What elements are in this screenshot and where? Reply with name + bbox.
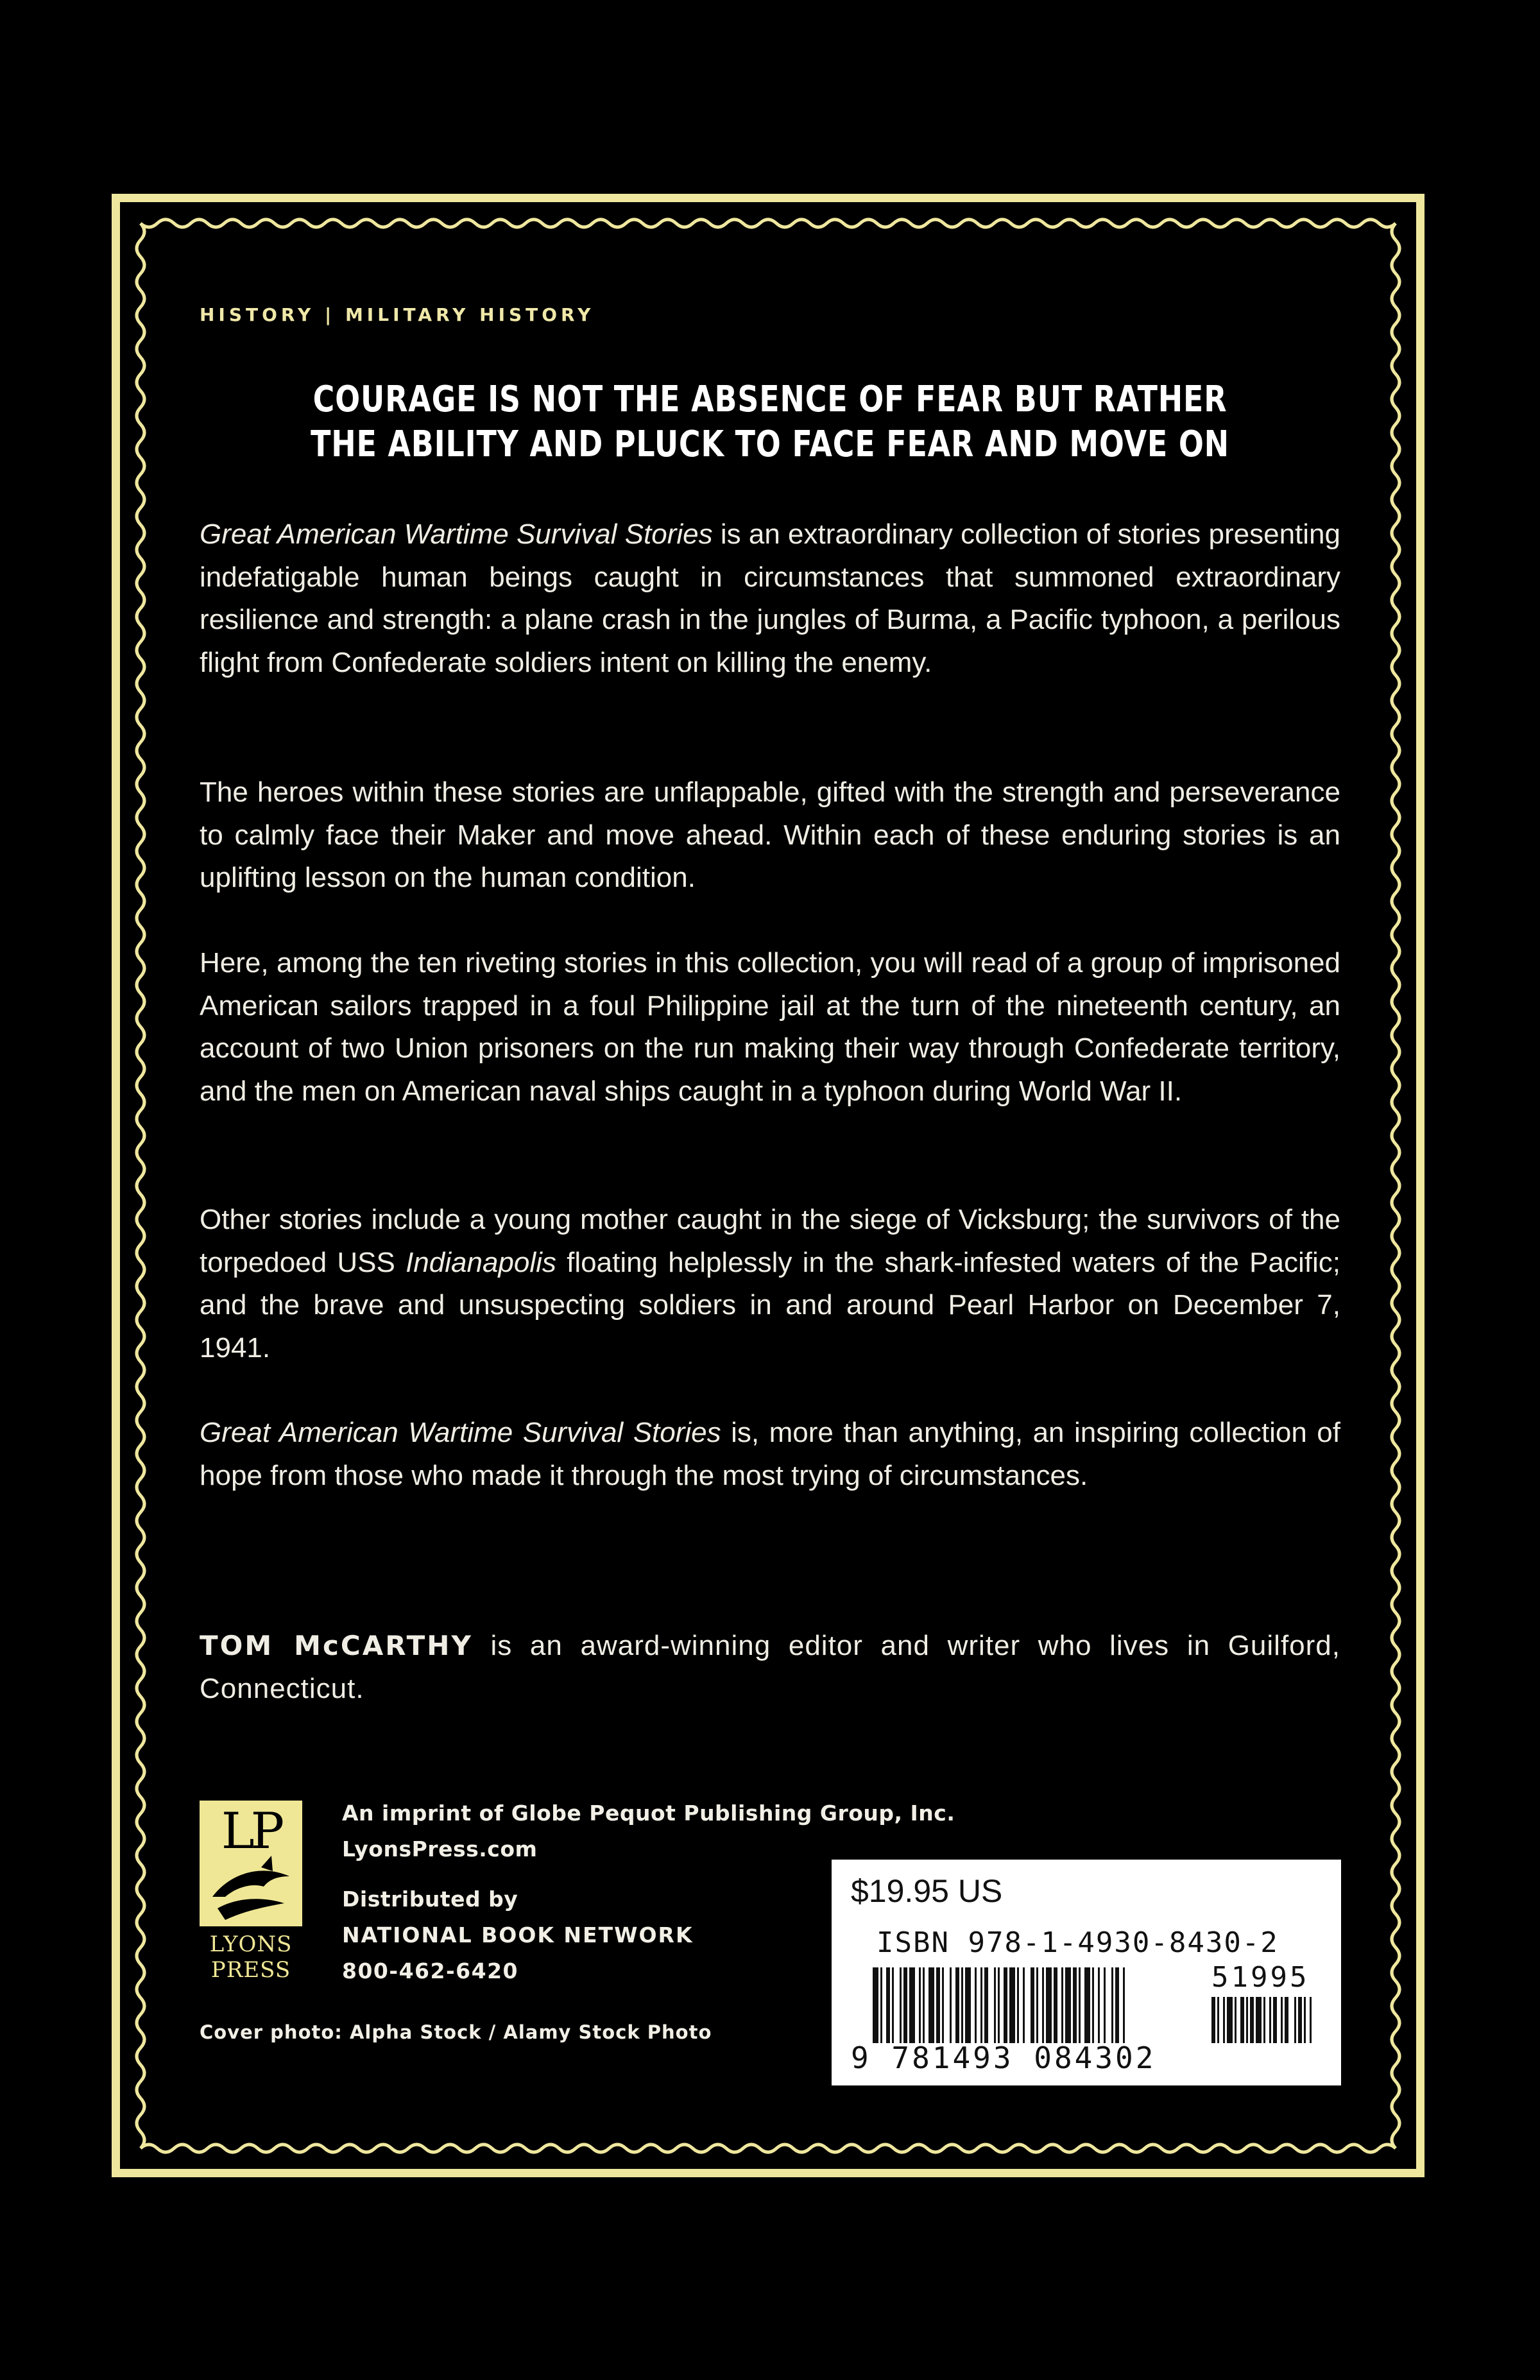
category-label: HISTORY | MILITARY HISTORY [200, 304, 595, 325]
addon-bar [1211, 1997, 1215, 2043]
barcode-bar [994, 1967, 996, 2043]
barcode-bar [1017, 1967, 1019, 2043]
barcode-bar [909, 1967, 915, 2043]
barcode-bar [1092, 1967, 1094, 2043]
barcode-bar [928, 1967, 934, 2043]
barcode-bar [980, 1967, 982, 2043]
author-name: TOM McCARTHY [200, 1630, 473, 1661]
paragraph-4 [200, 1199, 1340, 1369]
barcode-bar [1042, 1967, 1044, 2043]
barcode-bar [1084, 1967, 1090, 2043]
barcode-bar [873, 1967, 878, 2043]
barcode-bar [1031, 1967, 1034, 2043]
publisher-website: LyonsPress.com [342, 1836, 538, 1862]
addon-bar [1304, 1997, 1306, 2043]
addon-bar [1263, 1997, 1265, 2043]
distributor-name: NATIONAL BOOK NETWORK [342, 1922, 694, 1948]
barcode-bar [1036, 1967, 1038, 2043]
paragraph-5 [200, 1412, 1340, 1497]
barcode-bar [975, 1967, 977, 2043]
cover-photo-credit: Cover photo: Alpha Stock / Alamy Stock Photo [200, 2021, 712, 2043]
barcode-bar [1061, 1967, 1063, 2043]
paragraph-1 [200, 513, 1340, 684]
price-addon-digits: 51995 [1211, 1961, 1310, 1994]
barcode-bar [936, 1967, 940, 2043]
barcode-bar [1098, 1967, 1100, 2043]
addon-bar [1285, 1997, 1288, 2043]
barcode-bar [998, 1967, 1000, 2043]
addon-bar [1269, 1997, 1271, 2043]
headline-line-1: COURAGE IS NOT THE ABSENCE OF FEAR BUT RATHER [312, 379, 1228, 420]
logo-box [200, 1801, 302, 1926]
paragraph-3 [200, 942, 1340, 1113]
barcode-bar [1104, 1967, 1106, 2043]
addon-bar [1310, 1997, 1312, 2043]
paragraph-5-text: is, more than anything, an inspiring collection of hope from those who made it through the most trying of circumstances. [200, 1417, 1340, 1491]
barcode-bar [965, 1967, 971, 2043]
paragraph-4-text-b: floating helplessly in the shark-infested waters of the Pacific; and the brave and unsuspecting soldiers in and around Pearl Harbor on December 7, 1941. [200, 1246, 1341, 1364]
addon-bar [1240, 1997, 1244, 2043]
addon-bar [1281, 1997, 1283, 2043]
addon-bar [1223, 1997, 1225, 2043]
barcode-bar [1111, 1967, 1113, 2043]
distributed-by-label: Distributed by [342, 1887, 518, 1912]
barcode-bar [1115, 1967, 1119, 2043]
paragraph-4-text-a: Other stories include a young mother caught in the siege of Vicksburg; the survivors of the torpedoed USS [200, 1204, 1340, 1278]
barcode-bar [886, 1967, 890, 2043]
barcode-bar [955, 1967, 959, 2043]
addon-bar [1250, 1997, 1254, 2043]
imprint-line: An imprint of Globe Pequot Publishing Group, Inc. [342, 1801, 955, 1826]
paragraph-3-text: Here, among the ten riveting stories in this collection, you will read of a group of imprisoned American sailors trapped in a foul Philippine jail at the turn of the nineteenth century, an account of two Union prisoners on the run making their way through Confederate territory, and the men on American naval ships caught in a typhoon during World War II. [200, 947, 1340, 1107]
addon-bar [1294, 1997, 1296, 2043]
addon-bar [1273, 1997, 1277, 2043]
paragraph-2-text: The heroes within these stories are unflappable, gifted with the strength and perseverance to calmly face their Maker and move ahead. Within each of these enduring stories is an uplifting lesson on the human condition. [200, 776, 1340, 893]
logo-initials: LP [221, 1802, 281, 1860]
paragraph-2 [200, 771, 1340, 900]
book-title: Great American Wartime Survival Stories [200, 518, 713, 550]
barcode-bar [880, 1967, 882, 2043]
publisher-logo [200, 1801, 302, 1987]
addon-bar [1246, 1997, 1248, 2043]
barcode-bar [892, 1967, 894, 2043]
addon-bar [1235, 1997, 1236, 2043]
barcode-bar [1054, 1967, 1057, 2043]
headline [296, 377, 1244, 467]
barcode-bar [1004, 1967, 1007, 2043]
addon-bar [1227, 1997, 1233, 2043]
barcode-bar [1023, 1967, 1025, 2043]
barcode-bar [1079, 1967, 1081, 2043]
barcode-bar [1009, 1967, 1015, 2043]
ship-name: Indianapolis [406, 1246, 556, 1278]
paragraph-1-text: is an extraordinary collection of stories presenting indefatigable human beings caught in circumstances that summoned extraordinary resilience and strength: a plane crash in the jungles of Burma, a Pacific typhoon, a perilous flight from Confederate soldiers intent on killing the enemy. [200, 518, 1340, 678]
barcode-bar [942, 1967, 944, 2043]
barcode-bar [903, 1967, 907, 2043]
addon-bar [1217, 1997, 1219, 2043]
addon-bar [1298, 1997, 1302, 2043]
barcode-bar [1046, 1967, 1052, 2043]
barcode-bar [950, 1967, 952, 2043]
logo-line-1: LYONS [209, 1931, 293, 1957]
barcode-bar [1073, 1967, 1077, 2043]
addon-bar [1256, 1997, 1262, 2043]
barcode-bar [1065, 1967, 1071, 2043]
barcode-bar [961, 1967, 963, 2043]
barcode-bar [1123, 1967, 1125, 2043]
barcode-bar [900, 1967, 902, 2043]
barcode-bar [984, 1967, 988, 2043]
author-bio-text: is an award-winning editor and writer who lives in Guilford, Connecticut. [200, 1630, 1340, 1704]
book-title-repeat: Great American Wartime Survival Stories [200, 1417, 721, 1448]
distributor-phone: 800-462-6420 [342, 1958, 519, 1983]
author-bio [200, 1625, 1340, 1710]
isbn-label: ISBN 978-1-4930-8430-2 [877, 1926, 1279, 1959]
barcode-bar [923, 1967, 925, 2043]
barcode-panel [832, 1860, 1341, 2085]
barcode-bar [919, 1967, 921, 2043]
headline-line-2: THE ABILITY AND PLUCK TO FACE FEAR AND MOVE ON [311, 424, 1229, 465]
barcode-digits: 9 781493 084302 [851, 2041, 1156, 2075]
logo-line-2: PRESS [210, 1957, 291, 1983]
price-label: $19.95 US [851, 1873, 1003, 1909]
